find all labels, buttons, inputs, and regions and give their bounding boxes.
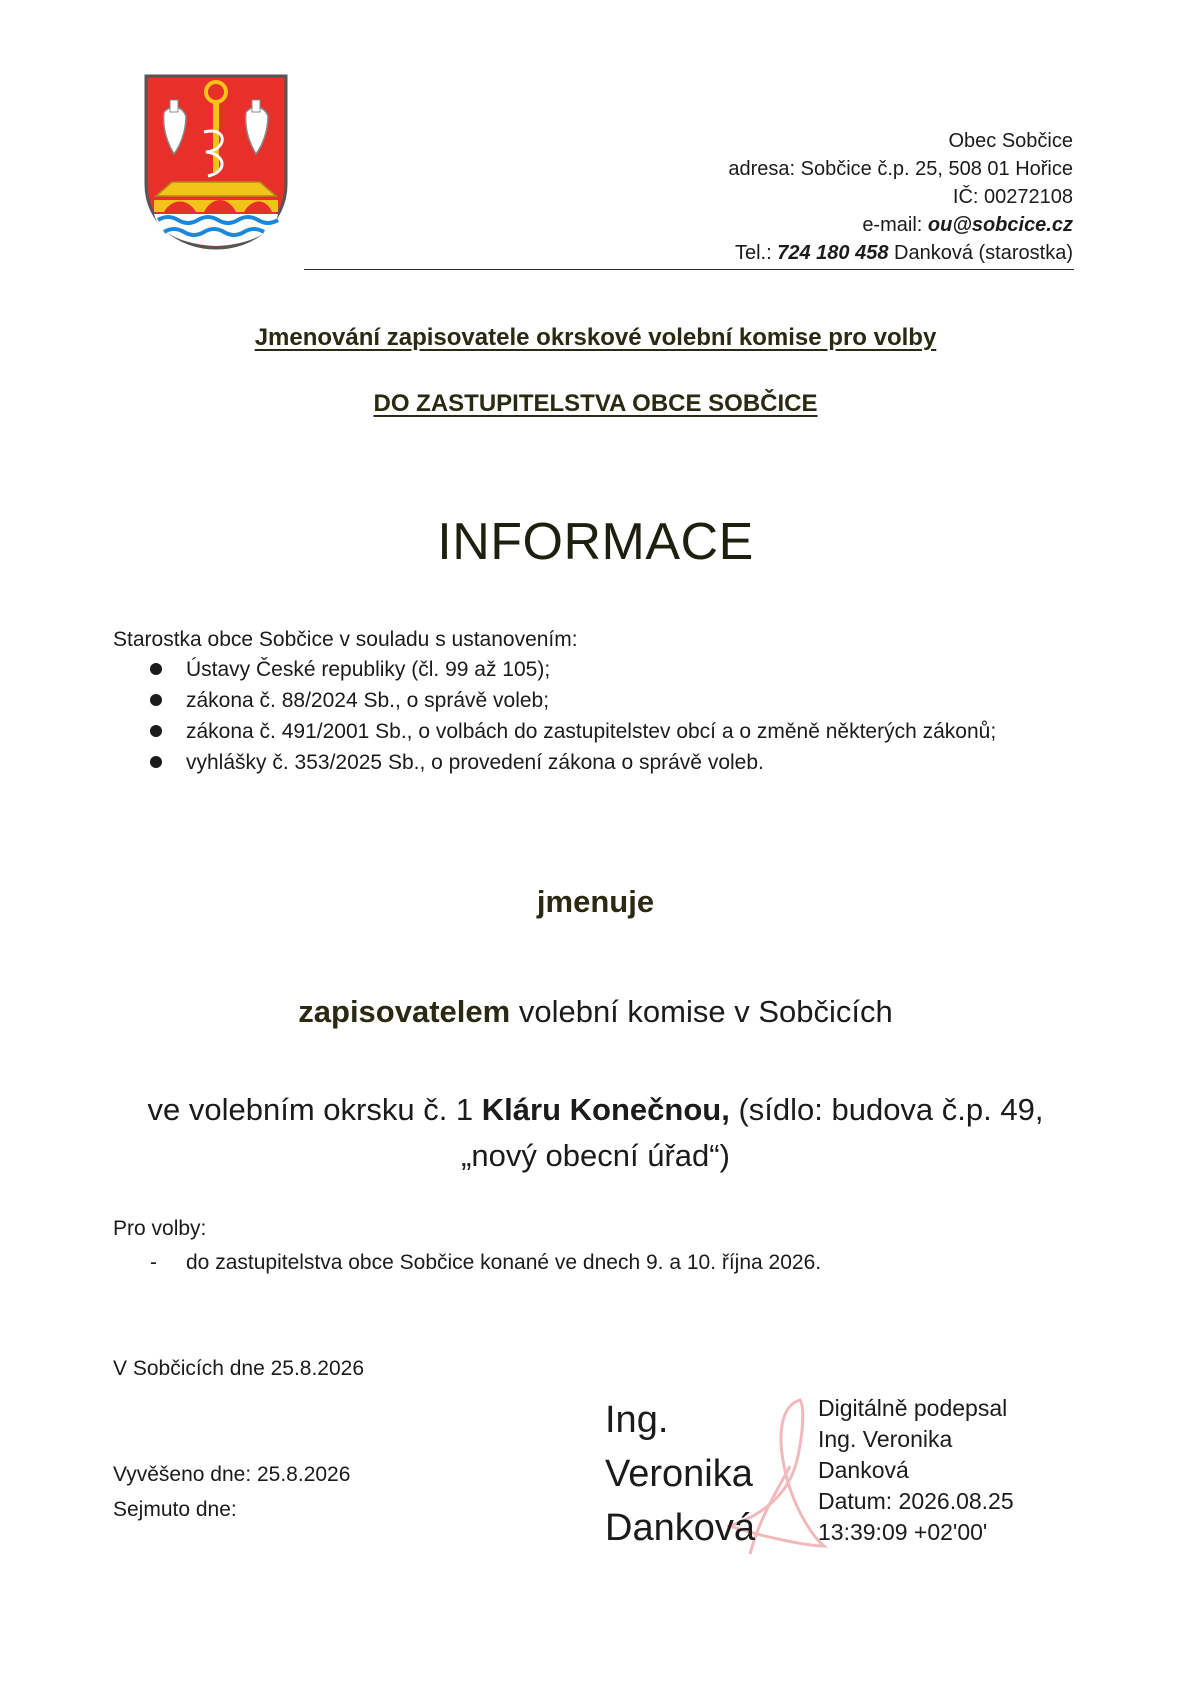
intro-text: Starostka obce Sobčice v souladu s ustanovením:	[113, 628, 578, 651]
role-line	[0, 994, 1191, 1030]
district-suffix: (sídlo: budova č.p. 49,	[738, 1092, 1044, 1127]
email-label: e-mail:	[862, 214, 923, 236]
list-dash: -	[150, 1251, 157, 1274]
appoints-heading: jmenuje	[536, 884, 655, 919]
signature-name-line: Veronika	[605, 1453, 753, 1495]
header-divider	[304, 269, 1074, 270]
phone-line	[735, 239, 1073, 267]
signature-info-line: Ing. Veronika	[818, 1426, 953, 1452]
removed-date: Sejmuto dne:	[113, 1498, 237, 1521]
role-bold: zapisovatelem	[298, 994, 511, 1029]
municipality-address: adresa: Sobčice č.p. 25, 508 01 Hořice	[728, 158, 1073, 180]
place-date: V Sobčicích dne 25.8.2026	[113, 1357, 365, 1380]
signature-name	[605, 1393, 755, 1555]
signature-name-line: Ing.	[605, 1399, 669, 1441]
document-subtitle: DO ZASTUPITELSTVA OBCE SOBČICE	[373, 390, 818, 417]
district-prefix: ve volebním okrsku č. 1	[147, 1092, 474, 1127]
phone-number: 724 180 458	[777, 242, 889, 264]
district-line	[0, 1092, 1191, 1128]
signature-info-line: Danková	[818, 1457, 909, 1483]
bullet-icon	[150, 663, 162, 675]
law-item: vyhlášky č. 353/2025 Sb., o provedení zákona o správě voleb.	[186, 751, 764, 774]
email-line	[862, 211, 1073, 239]
municipality-name: Obec Sobčice	[948, 130, 1073, 152]
election-item: do zastupitelstva obce Sobčice konané ve dnech 9. a 10. října 2026.	[186, 1251, 822, 1274]
posted-date: Vyvěšeno dne: 25.8.2026	[113, 1463, 351, 1486]
signature-name-line: Danková	[605, 1507, 755, 1549]
coat-of-arms-logo	[142, 72, 290, 252]
signature-info-line: Datum: 2026.08.25	[818, 1488, 1014, 1514]
municipality-ic: IČ: 00272108	[952, 186, 1073, 208]
signature-info-line: Digitálně podepsal	[818, 1395, 1008, 1421]
bullet-icon	[150, 756, 162, 768]
email-link[interactable]: ou@sobcice.cz	[927, 214, 1073, 236]
role-rest: volební komise v Sobčicích	[518, 994, 893, 1029]
appointee-name: Kláru Konečnou,	[481, 1092, 730, 1127]
law-item: zákona č. 88/2024 Sb., o správě voleb;	[186, 689, 550, 712]
heading-informace: INFORMACE	[437, 513, 754, 571]
bullet-icon	[150, 694, 162, 706]
phone-person: Danková (starostka)	[894, 242, 1073, 264]
signature-info	[818, 1393, 1014, 1548]
law-item: zákona č. 491/2001 Sb., o volbách do zastupitelstev obcí a o změně některých zákonů;	[186, 720, 997, 743]
district-line-2: „nový obecní úřad“)	[461, 1138, 730, 1173]
elections-label: Pro volby:	[113, 1217, 207, 1240]
signature-info-line: 13:39:09 +02'00'	[818, 1519, 988, 1545]
document-title: Jmenování zapisovatele okrskové volební komise pro volby	[254, 324, 937, 351]
phone-label: Tel.:	[734, 242, 772, 264]
bullet-icon	[150, 725, 162, 737]
law-item: Ústavy České republiky (čl. 99 až 105);	[186, 658, 551, 681]
